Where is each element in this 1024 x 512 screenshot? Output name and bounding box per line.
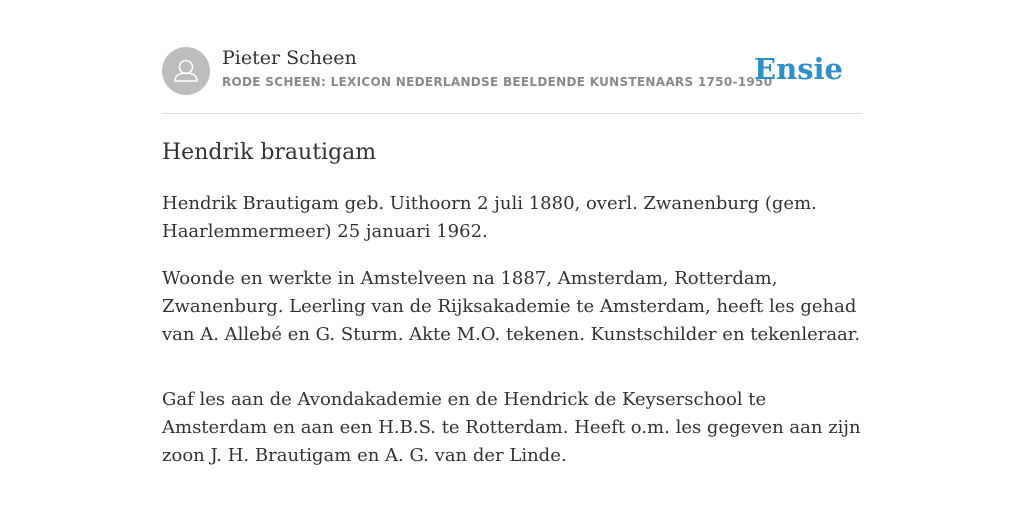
header-divider bbox=[162, 113, 862, 114]
author-avatar[interactable] bbox=[162, 47, 210, 95]
entry-paragraph: Woonde en werkte in Amstelveen na 1887, Amsterdam, Rotterdam, Zwanenburg. Leerling van de Rijksakademie te Amsterdam, heeft les gehad van A. Allebé en G. Sturm. Akte M.O. tekenen. Kunstschilder en tekenleraar. bbox=[162, 268, 861, 345]
entry-header bbox=[162, 47, 862, 95]
brand-logo[interactable]: Ensie bbox=[754, 52, 843, 86]
author-name[interactable]: Pieter Scheen bbox=[222, 47, 357, 69]
source-title[interactable]: RODE SCHEEN: LEXICON NEDERLANDSE BEELDENDE KUNSTENAARS 1750-1950 bbox=[222, 75, 773, 89]
entry-card bbox=[162, 0, 862, 512]
entry-paragraph: Hendrik Brautigam geb. Uithoorn 2 juli 1880, overl. Zwanenburg (gem. Haarlemmermeer) 25 januari 1962. bbox=[162, 193, 817, 242]
entry-paragraph: Gaf les aan de Avondakademie en de Hendrick de Keyserschool te Amsterdam en aan een H.B.S. te Rotterdam. Heeft o.m. les gegeven aan zijn zoon J. H. Brautigam en A. G. van der Linde. bbox=[162, 389, 861, 466]
entry-body bbox=[162, 190, 867, 489]
entry-title: Hendrik brautigam bbox=[162, 140, 377, 165]
user-icon bbox=[162, 47, 210, 95]
